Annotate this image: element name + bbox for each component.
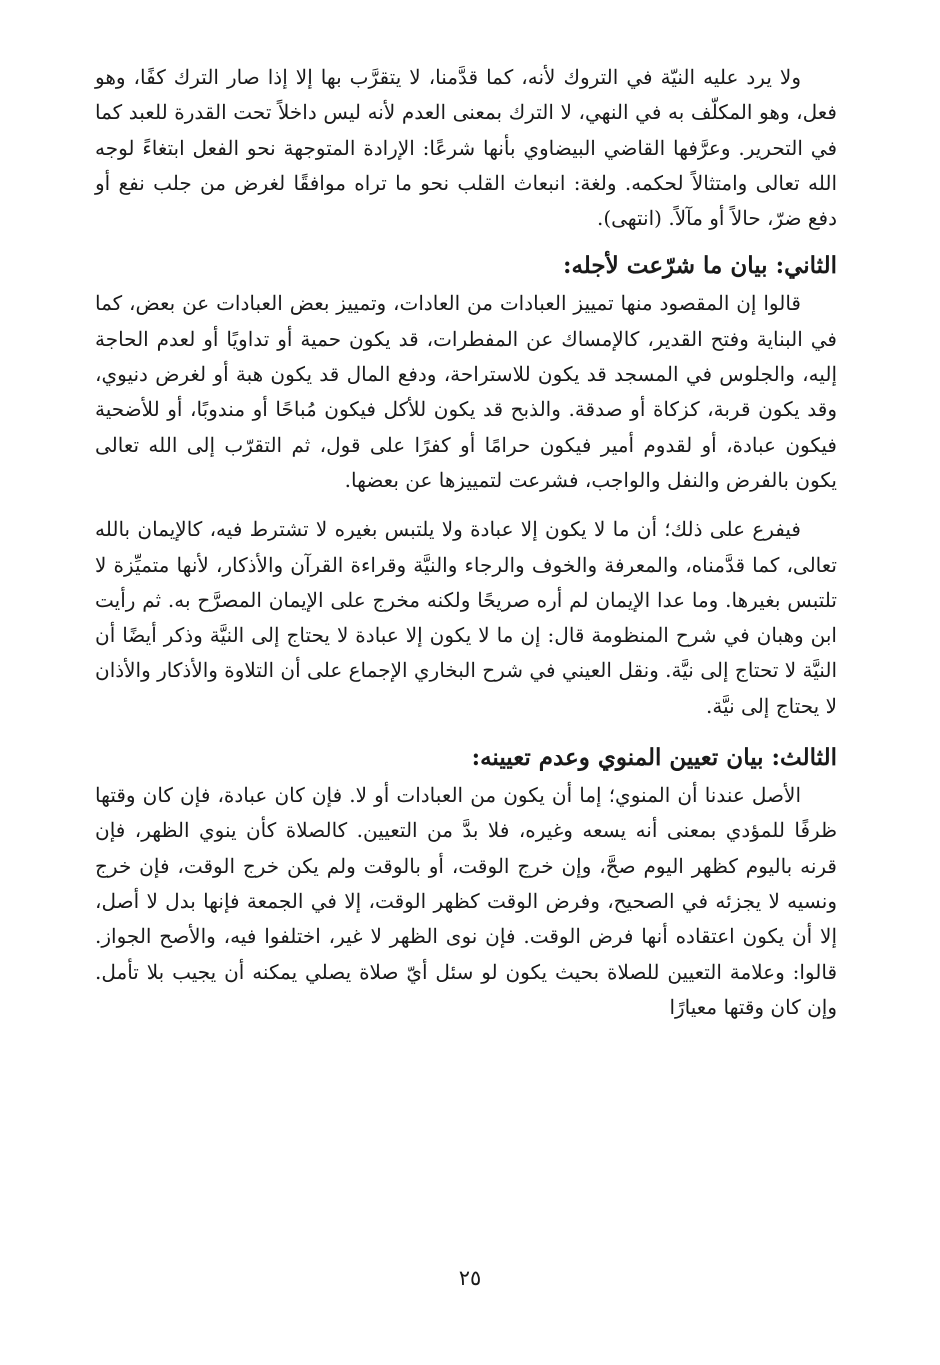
paragraph-consequences: فيفرع على ذلك؛ أن ما لا يكون إلا عبادة ولا يلتبس بغيره لا تشترط فيه، كالإيمان بالله تعالى، كما قدَّمناه، والمعرفة والخوف والرجاء والنيَّة وقراءة القرآن والأذكار، لأنها متميِّزة لا تلتبس بغيرها. وما عدا الإيمان لم أره صريحًا ولكنه مخرج على الإيمان المصرَّح به. ثم رأيت ابن وهبان في شرح المنظومة قال: إن ما لا يكون إلا عبادة لا يحتاج إلى النيَّة وذكر أيضًا أن النيَّة لا تحتاج إلى نيَّة. ونقل العيني في شرح البخاري الإجماع على أن التلاوة والأذكار والأذان لا يحتاج إلى نيَّة. [95, 517, 837, 718]
heading-third-specification: الثالث: بيان تعيين المنوي وعدم تعيينه: [471, 744, 837, 772]
page-body [95, 60, 837, 1025]
paragraph-specification-rules: الأصل عندنا أن المنوي؛ إما أن يكون من العبادات أو لا. فإن كان عبادة، فإن كان وقتها ظرفًا للمؤدي بمعنى أنه يسعه وغيره، فلا بدَّ من التعيين. كالصلاة كأن ينوي الظهر، فإن قرنه باليوم كظهر اليوم صحَّ، وإن خرج الوقت، أو بالوقت ولم يكن خرج الوقت، فإن خرج ونسيه لا يجزئه في الصحيح، وفرض الوقت كظهر الوقت، إلا في الجمعة فإنها بدل لا أصل، إلا أن يكون اعتقاده أنها فرض الوقت. فإن نوى الظهر لا غير، اختلفوا فيه، والأصح الجواز. قالوا: وعلامة التعيين للصلاة بحيث يكون لو سئل أيّ صلاة يصلي يمكنه أن يجيب بلا تأمل. وإن كان وقتها معيارًا [95, 783, 838, 1019]
heading-second-purpose: الثاني: بيان ما شرّعت لأجله: [562, 252, 837, 280]
paragraph-intention-in-abstentions: ولا يرد عليه النيّة في التروك لأنه، كما قدَّمنا، لا يتقرَّب بها إلا إذا صار الترك كفًا، وهو فعل، وهو المكلّف به في النهي، لا الترك بمعنى العدم لأنه ليس داخلاً تحت القدرة للعبد كما في التحرير. وعرَّفها القاضي البيضاوي بأنها شرعًا: الإرادة المتوجهة نحو الفعل ابتغاءً لوجه الله تعالى وامتثالاً لحكمه. ولغة: انبعاث القلب نحو ما تراه موافقًا لغرض من جلب نفع أو دفع ضرّ، حالاً أو مآلاً. (انتهى). [95, 65, 837, 231]
paragraph-distinguishing-worship: قالوا إن المقصود منها تمييز العبادات من العادات، وتمييز بعض العبادات عن بعض، كما في البناية وفتح القدير، كالإمساك عن المفطرات، قد يكون حمية أو تداويًا أو لعدم الحاجة إليه، والجلوس في المسجد قد يكون للاستراحة، ودفع المال قد يكون هبة أو لغرض دنيوي، وقد يكون قربة، كزكاة أو صدقة. والذبح قد يكون للأكل فيكون مُباحًا أو مندوبًا، أو للأضحية فيكون عبادة، أو لقدوم أمير فيكون حرامًا أو كفرًا على قول، ثم التقرّب إلى الله تعالى يكون بالفرض والنفل والواجب، فشرعت لتمييزها عن بعضها. [95, 291, 837, 492]
page-number: ٢٥ [458, 1266, 482, 1290]
